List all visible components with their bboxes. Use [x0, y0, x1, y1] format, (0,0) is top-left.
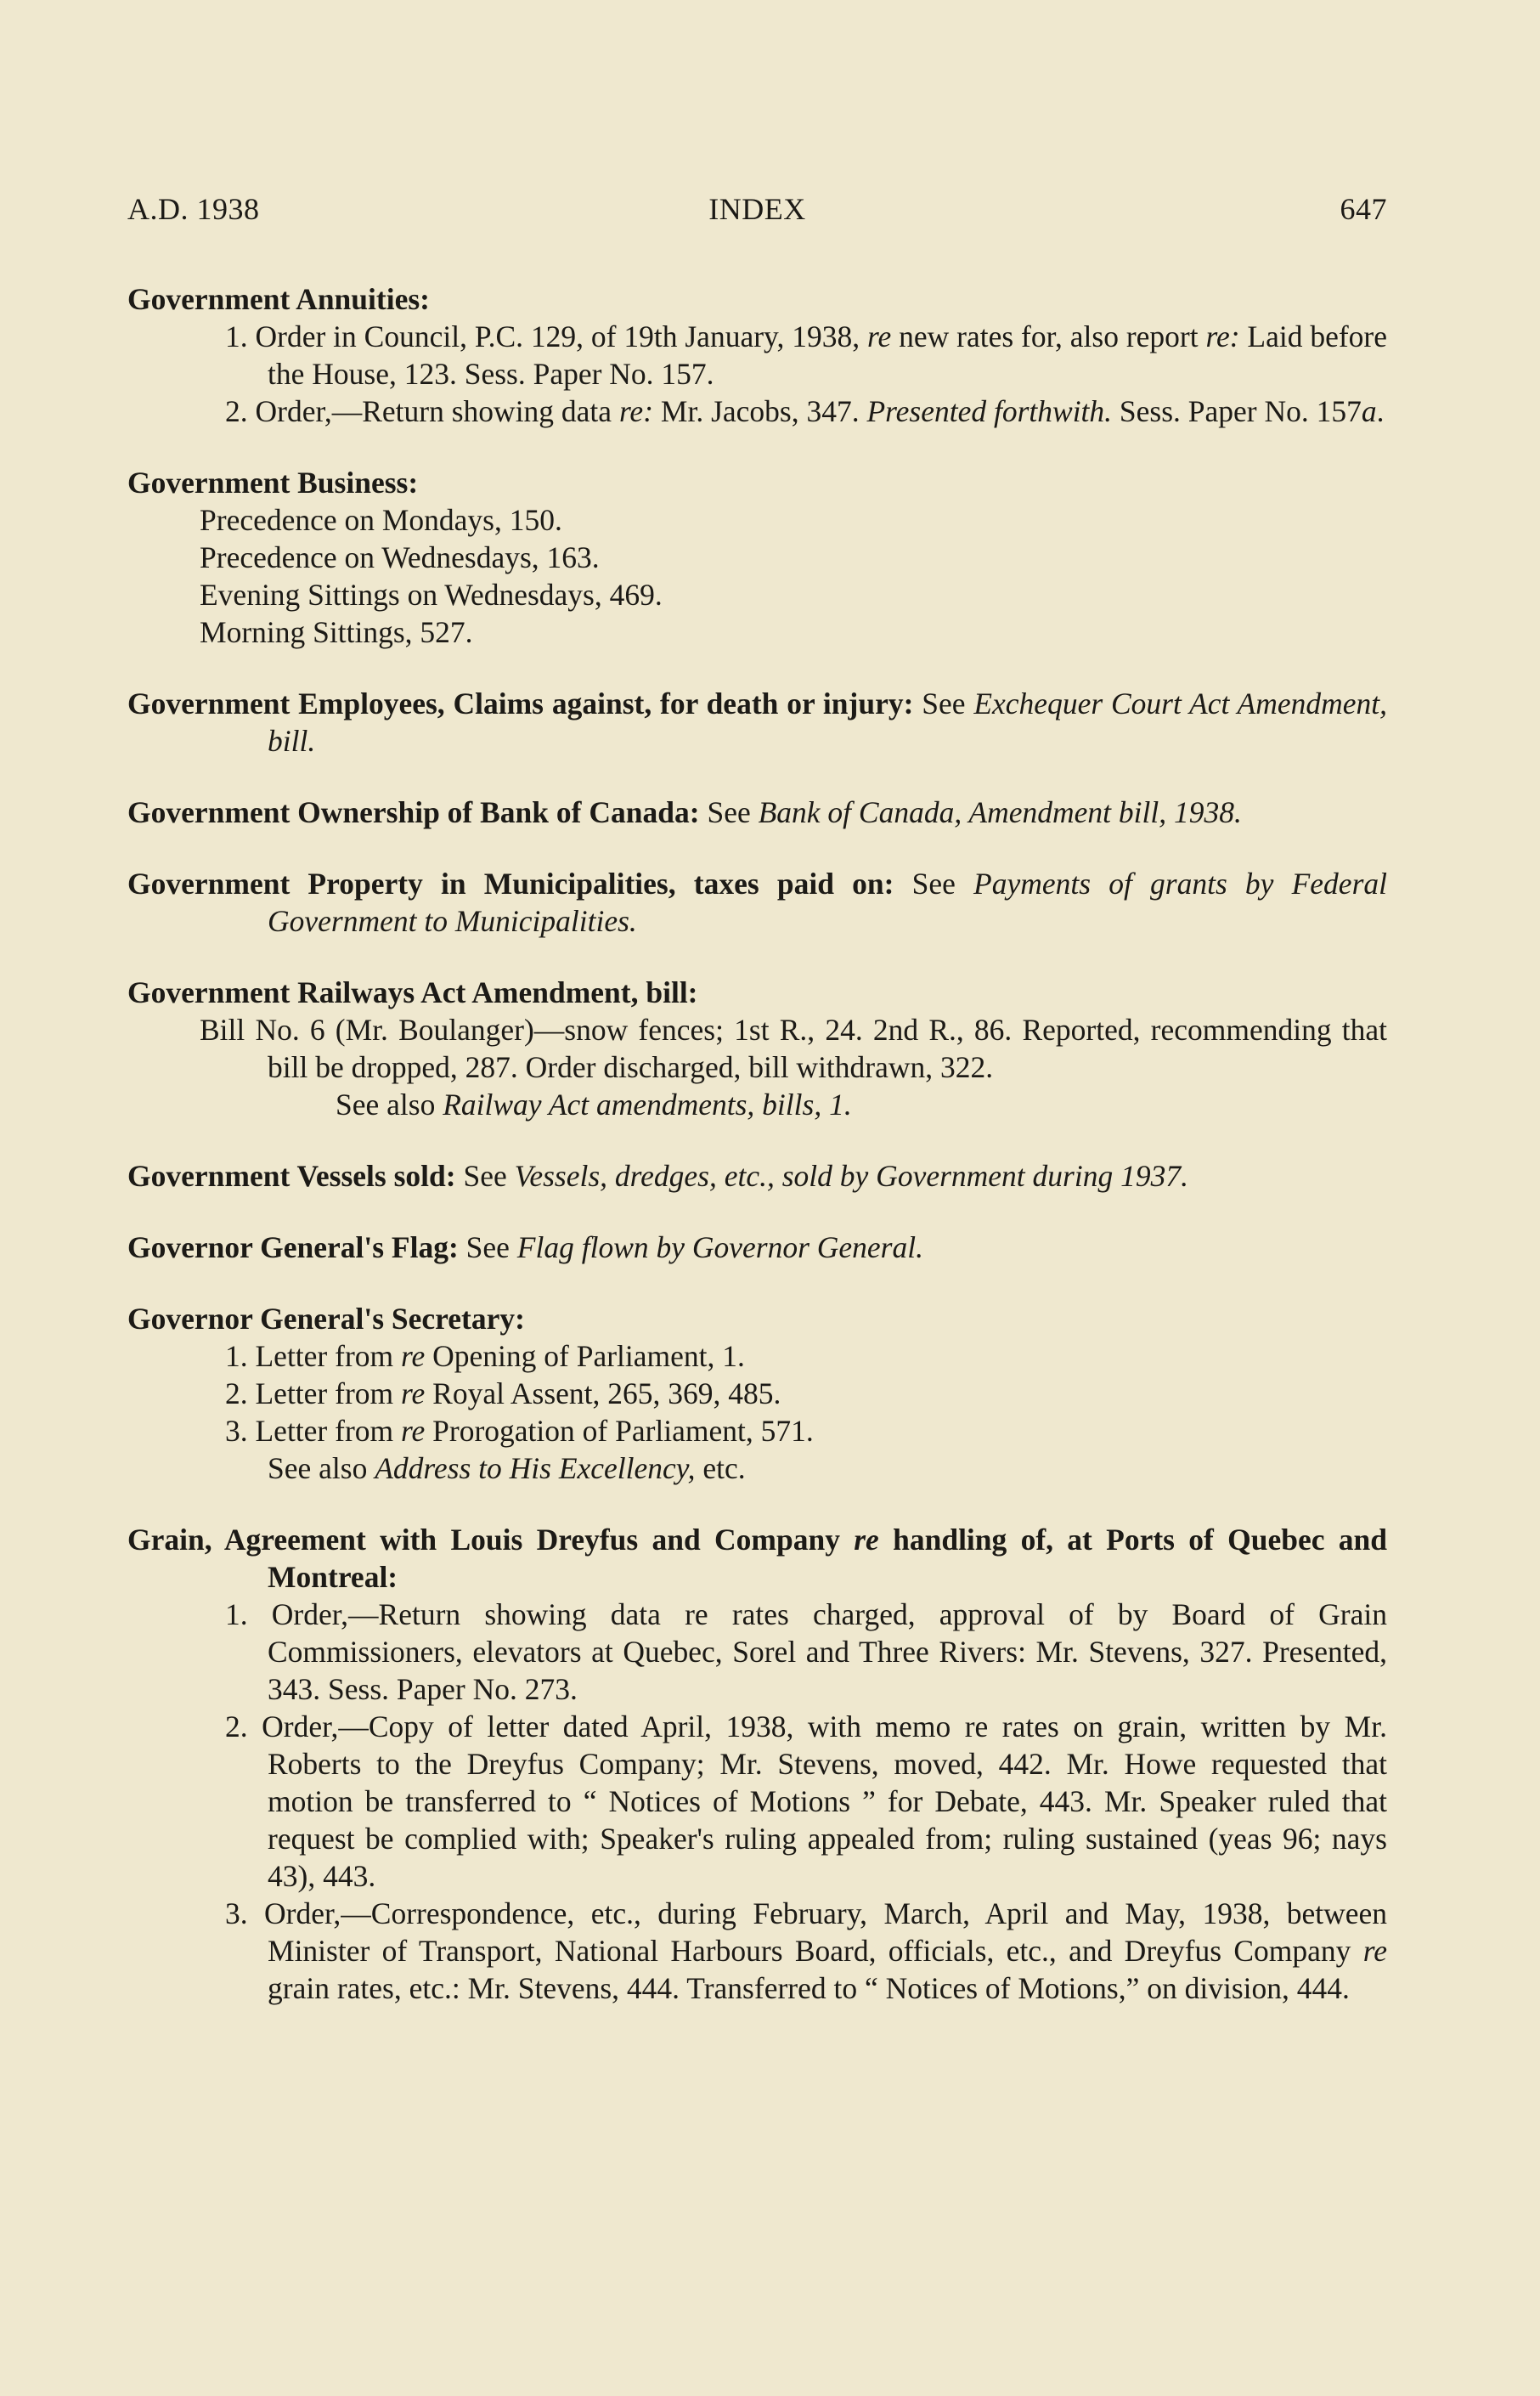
entry-governor-general-flag: [127, 1229, 1387, 1266]
item-text: 2. Letter from: [225, 1376, 402, 1410]
item-text: 2. Order,—Return showing data: [225, 394, 619, 428]
heading-text: Grain, Agreement with Louis Dreyfus and Company: [127, 1523, 855, 1557]
item-text: Royal Assent, 265, 369, 485.: [425, 1376, 781, 1410]
entry-heading: [127, 1521, 1387, 1596]
entry-heading: Government Annuities:: [127, 282, 430, 316]
list-item: Precedence on Wednesdays, 163.: [200, 540, 600, 574]
cross-reference: Vessels, dredges, etc., sold by Government during 1937.: [514, 1159, 1188, 1193]
see-label: See also: [336, 1088, 443, 1122]
item-text: Opening of Parliament, 1.: [425, 1339, 745, 1373]
entry-government-property: [127, 865, 1387, 940]
list-item: [127, 318, 1387, 393]
item-text: Prorogation of Parliament, 571.: [425, 1414, 814, 1448]
header-year: A.D. 1938: [127, 192, 260, 226]
see-label: See: [458, 1230, 517, 1264]
entry-heading: Government Railways Act Amendment, bill:: [127, 975, 698, 1009]
cross-reference: Address to His Excellency,: [375, 1451, 696, 1485]
entry-grain-dreyfus-agreement: [127, 1521, 1387, 2007]
entry-governor-general-secretary: [127, 1300, 1387, 1487]
entry-heading: Government Business:: [127, 466, 419, 500]
entry-government-annuities: [127, 280, 1387, 430]
list-item: 2. Order,—Copy of letter dated April, 1938, with memo re rates on grain, written by Mr. Roberts to the Dreyfus Company; Mr. Stevens, moved, 442. Mr. Howe requested that motion be transferred to “ Notices of Motions ” for Debate, 443. Mr. Speaker ruled that request be complied with; Speaker's ruling appealed from; ruling sustained (yeas 96; nays 43), 443.: [225, 1709, 1387, 1893]
see-label: See: [913, 687, 974, 720]
item-text: new rates for, also report: [891, 319, 1206, 353]
see-label: See also: [268, 1451, 375, 1485]
entry-heading: Governor General's Secretary:: [127, 1302, 525, 1336]
item-italic: Presented forthwith.: [866, 394, 1113, 428]
entry-government-employees: [127, 685, 1387, 760]
list-item: [127, 393, 1387, 430]
item-text: 3. Order,—Correspondence, etc., during February, March, April and May, 1938, between Minister of Transport, National Harbours Board, officials, etc., and Dreyfus Company: [225, 1896, 1387, 1968]
header-title: INDEX: [708, 192, 806, 226]
list-item: Morning Sittings, 527.: [200, 615, 473, 649]
entry-government-railways-act: [127, 974, 1387, 1123]
entry-heading: Governor General's Flag:: [127, 1230, 459, 1264]
item-text: Laid before the House, 123. Sess. Paper No. 157.: [268, 319, 1388, 391]
entry-heading: Government Property in Municipalities, taxes paid on:: [127, 867, 894, 901]
entry-heading: Government Vessels sold:: [127, 1159, 456, 1193]
item-text: .: [1376, 394, 1385, 428]
cross-reference: Bank of Canada, Amendment bill, 1938.: [758, 795, 1242, 829]
list-item: [127, 1337, 1387, 1375]
item-italic: re: [401, 1339, 426, 1373]
entry-government-vessels: [127, 1157, 1387, 1195]
cross-reference: Exchequer Court Act Amendment, bill.: [268, 687, 1387, 758]
heading-text: handling of, at Ports of Quebec and Montreal:: [268, 1523, 1387, 1594]
running-header: [127, 191, 1387, 234]
list-item: Bill No. 6 (Mr. Boulanger)—snow fences; 1st R., 24. 2nd R., 86. Reported, recommending that bill be dropped, 287. Order discharged, bill withdrawn, 322.: [200, 1013, 1387, 1084]
list-item: [127, 1412, 1387, 1449]
list-item: [127, 1375, 1387, 1412]
see-also: [127, 1449, 1387, 1487]
item-italic: re: [401, 1414, 426, 1448]
item-text: etc.: [695, 1451, 746, 1485]
item-italic: re:: [618, 394, 654, 428]
item-italic: re: [401, 1376, 426, 1410]
list-item: Precedence on Mondays, 150.: [200, 503, 562, 537]
list-item: Evening Sittings on Wednesdays, 469.: [200, 578, 663, 612]
see-label: See: [699, 795, 759, 829]
entry-heading: Government Ownership of Bank of Canada:: [127, 795, 700, 829]
item-text: grain rates, etc.: Mr. Stevens, 444. Transferred to “ Notices of Motions,” on division, 444.: [268, 1971, 1350, 2005]
see-also: [127, 1086, 1387, 1123]
list-item: [127, 1895, 1387, 2007]
page-number: 647: [1340, 192, 1387, 226]
item-text: Sess. Paper No. 157: [1112, 394, 1362, 428]
item-text: Mr. Jacobs, 347.: [653, 394, 867, 428]
entry-government-business: [127, 464, 1387, 651]
item-text: 1. Order in Council, P.C. 129, of 19th January, 1938,: [225, 319, 867, 353]
item-italic: re:: [1205, 319, 1240, 353]
item-text: 3. Letter from: [225, 1414, 402, 1448]
entry-government-ownership: [127, 794, 1387, 831]
cross-reference: Railway Act amendments, bills, 1.: [443, 1088, 852, 1122]
item-italic: re: [866, 319, 892, 353]
item-italic: a: [1361, 394, 1377, 428]
list-item: 1. Order,—Return showing data re rates charged, approval of by Board of Grain Commissioners, elevators at Quebec, Sorel and Three Rivers: Mr. Stevens, 327. Presented, 343. Sess. Paper No. 273.: [225, 1597, 1387, 1706]
see-label: See: [455, 1159, 515, 1193]
cross-reference: Payments of grants by Federal Government to Municipalities.: [268, 867, 1387, 938]
cross-reference: Flag flown by Governor General.: [516, 1230, 923, 1264]
heading-italic: re: [854, 1523, 879, 1557]
item-text: 1. Letter from: [225, 1339, 402, 1373]
item-italic: re: [1362, 1934, 1387, 1968]
entry-heading: Government Employees, Claims against, for death or injury:: [127, 687, 914, 720]
index-content: [127, 280, 1387, 2041]
see-label: See: [894, 867, 974, 901]
